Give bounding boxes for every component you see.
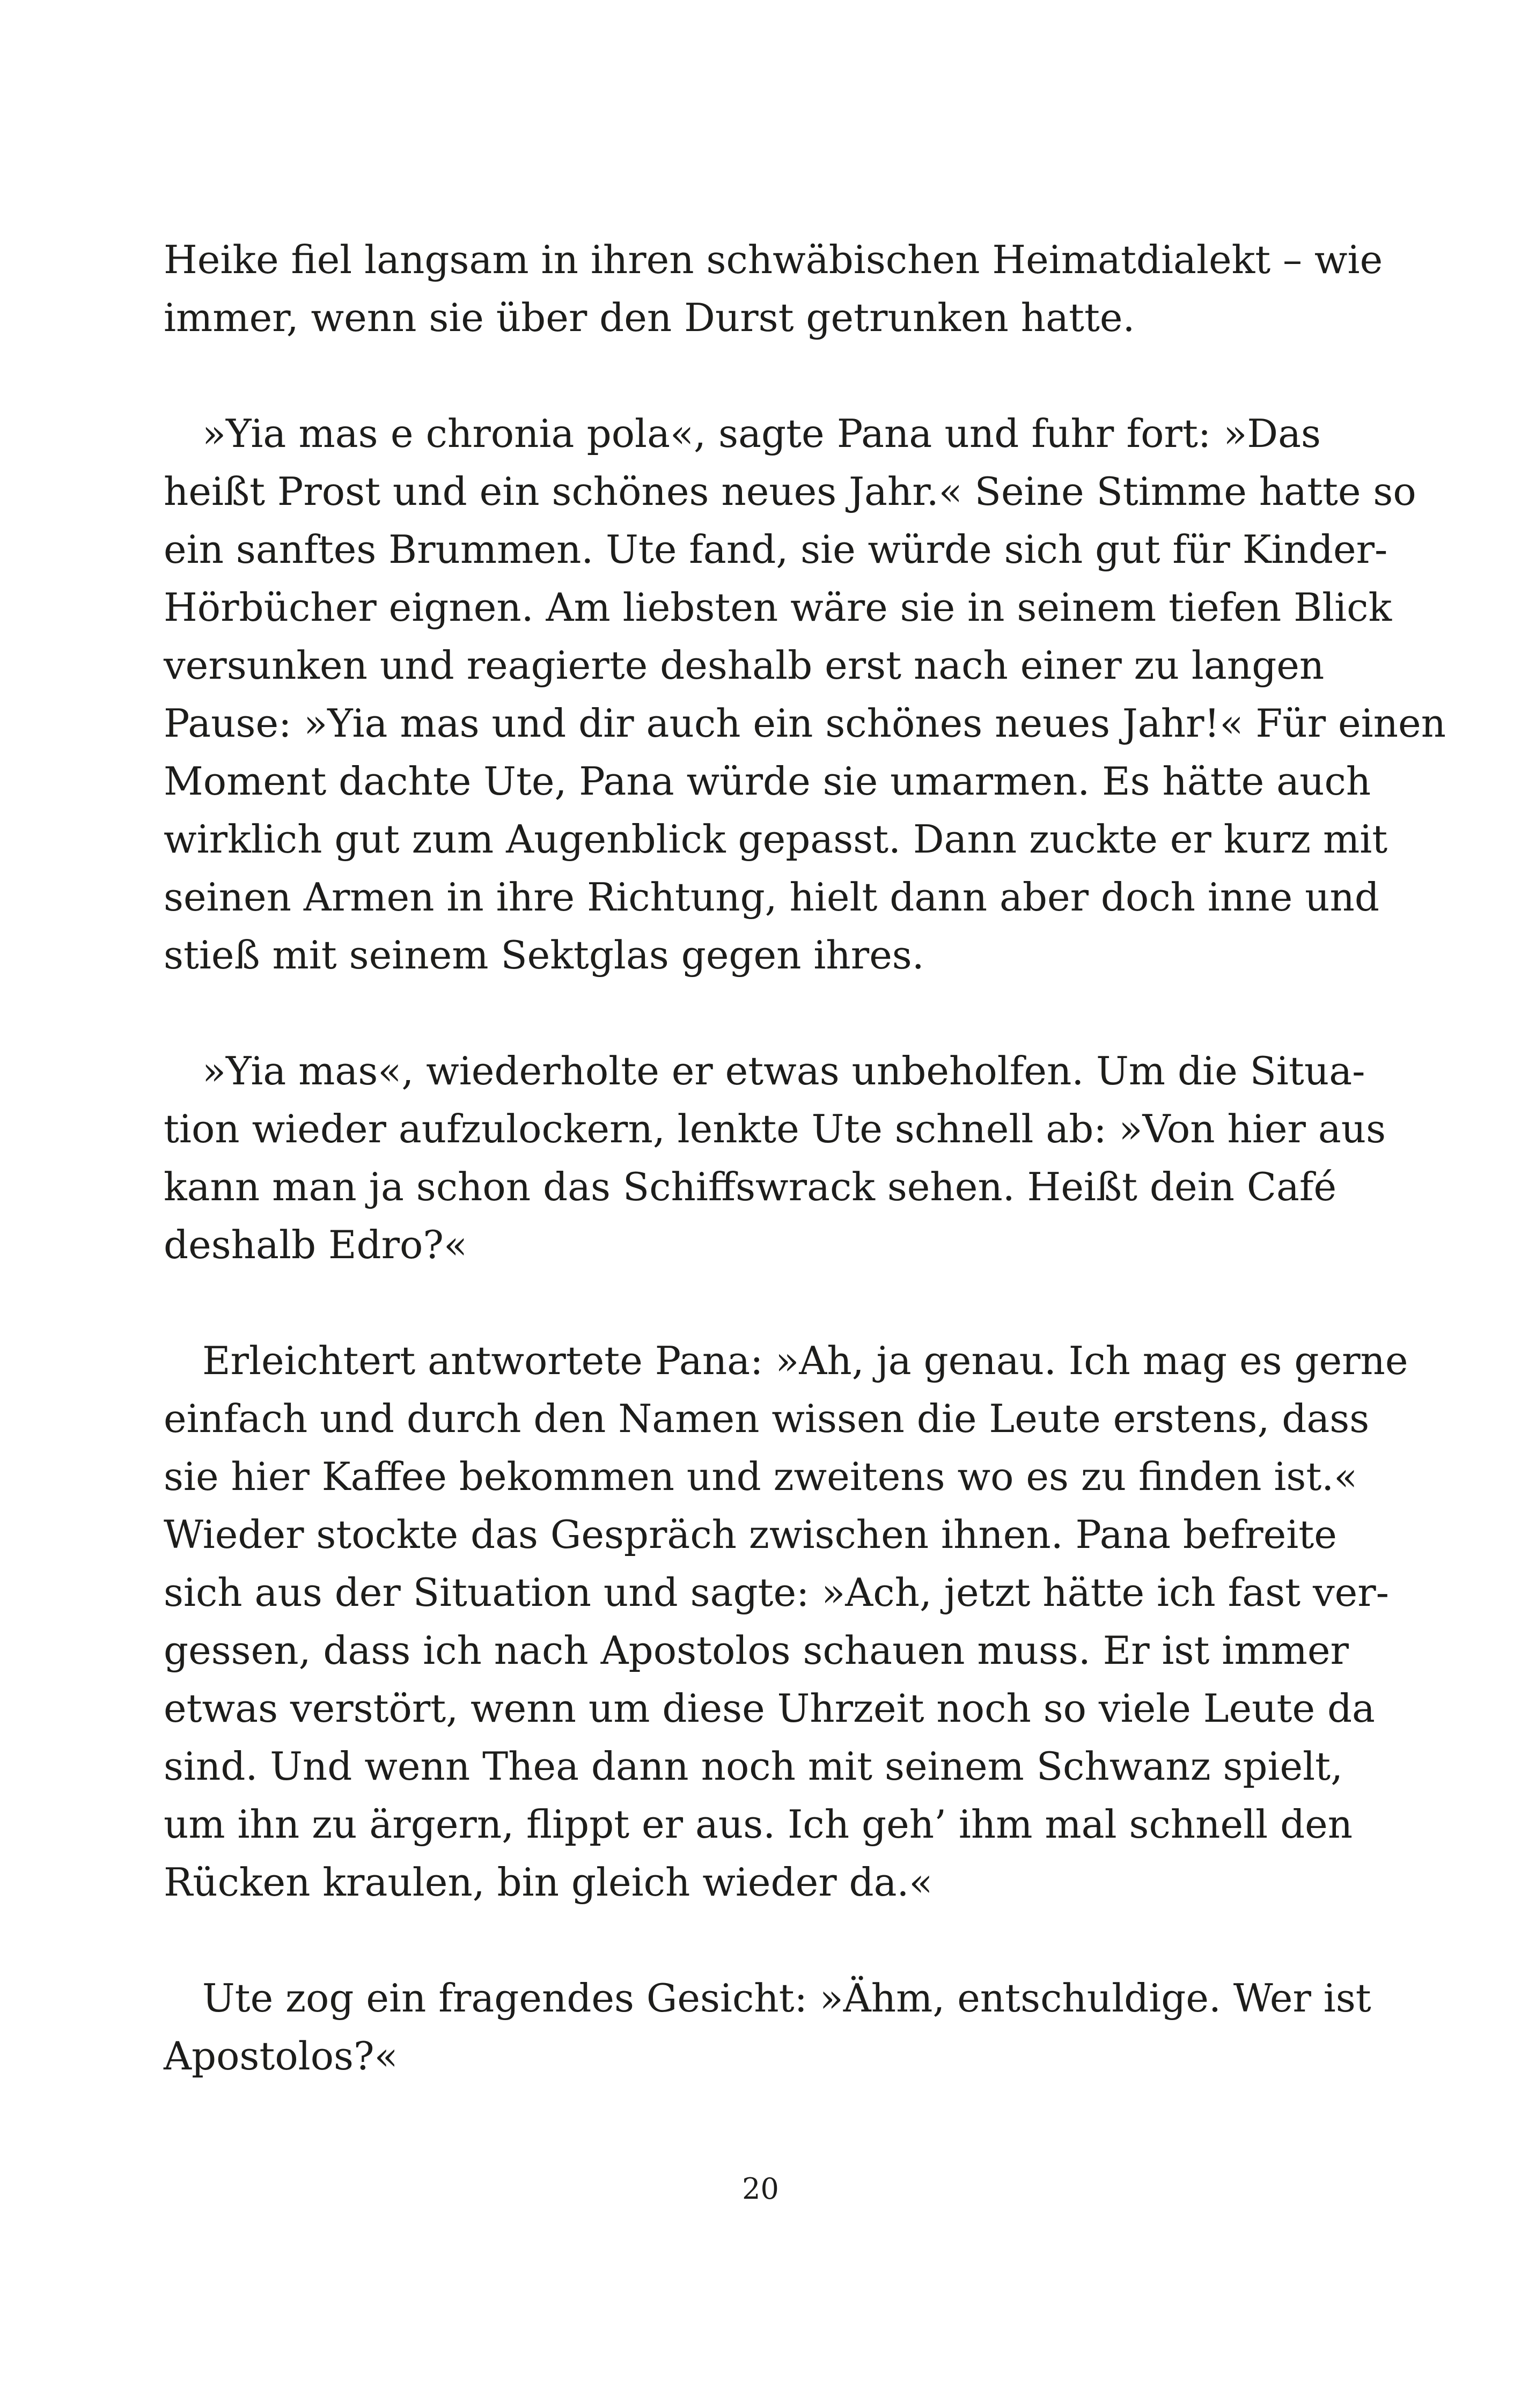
text-line: sie hier Kaffee bekommen und zweitens wo es zu finden ist.« (164, 1454, 1358, 1499)
text-line: heißt Prost und ein schönes neues Jahr.« Seine Stimme hatte so (164, 469, 1416, 514)
text-line: Wieder stockte das Gespräch zwischen ihnen. Pana befreite (164, 1512, 1337, 1557)
paragraph-4 (164, 1332, 1408, 1911)
text-line: etwas verstört, wenn um diese Uhrzeit noch so viele Leute da (164, 1686, 1375, 1731)
text-line: »Yia mas«, wiederholte er etwas unbeholfen. Um die Situa- (202, 1048, 1365, 1093)
text-line: deshalb Edro?« (164, 1222, 468, 1267)
paragraph-5 (164, 1969, 1371, 2085)
book-text (164, 231, 1446, 2143)
text-line: einfach und durch den Namen wissen die Leute erstens, dass (164, 1396, 1370, 1441)
text-line: seinen Armen in ihre Richtung, hielt dann aber doch inne und (164, 875, 1379, 920)
text-line: wirklich gut zum Augenblick gepasst. Dann zuckte er kurz mit (164, 817, 1388, 862)
text-line: Apostolos?« (164, 2033, 398, 2079)
text-line: Heike fiel langsam in ihren schwäbischen Heimatdialekt – wie (164, 237, 1383, 282)
text-line: kann man ja schon das Schiffswrack sehen. Heißt dein Café (164, 1164, 1337, 1209)
text-line: Ute zog ein fragendes Gesicht: »Ähm, entschuldige. Wer ist (202, 1976, 1371, 2021)
text-line: tion wieder aufzulockern, lenkte Ute schnell ab: »Von hier aus (164, 1106, 1386, 1151)
paragraph-3 (164, 1042, 1386, 1274)
text-line: stieß mit seinem Sektglas gegen ihres. (164, 933, 924, 978)
text-line: sich aus der Situation und sagte: »Ach, jetzt hätte ich fast ver- (164, 1570, 1389, 1615)
text-line: versunken und reagierte deshalb erst nach einer zu langen (164, 643, 1325, 688)
text-line: Moment dachte Ute, Pana würde sie umarmen. Es hätte auch (164, 759, 1371, 804)
text-line: Pause: »Yia mas und dir auch ein schönes neues Jahr!« Für einen (164, 701, 1446, 746)
text-line: Rücken kraulen, bin gleich wieder da.« (164, 1860, 933, 1905)
text-line: Hörbücher eignen. Am liebsten wäre sie in seinem tiefen Blick (164, 585, 1392, 630)
text-line: Erleichtert antwortete Pana: »Ah, ja genau. Ich mag es gerne (202, 1338, 1408, 1383)
paragraph-1 (164, 231, 1383, 347)
paragraph-2 (164, 405, 1446, 984)
text-line: »Yia mas e chronia pola«, sagte Pana und fuhr fort: »Das (202, 411, 1321, 456)
text-line: um ihn zu ärgern, flippt er aus. Ich geh’ ihm mal schnell den (164, 1802, 1353, 1847)
text-line: ein sanftes Brummen. Ute fand, sie würde sich gut für Kinder- (164, 527, 1388, 572)
page-number: 20 (742, 2172, 779, 2206)
text-line: sind. Und wenn Thea dann noch mit seinem Schwanz spielt, (164, 1744, 1343, 1789)
text-line: gessen, dass ich nach Apostolos schauen muss. Er ist immer (164, 1628, 1349, 1673)
text-line: immer, wenn sie über den Durst getrunken hatte. (164, 295, 1135, 340)
